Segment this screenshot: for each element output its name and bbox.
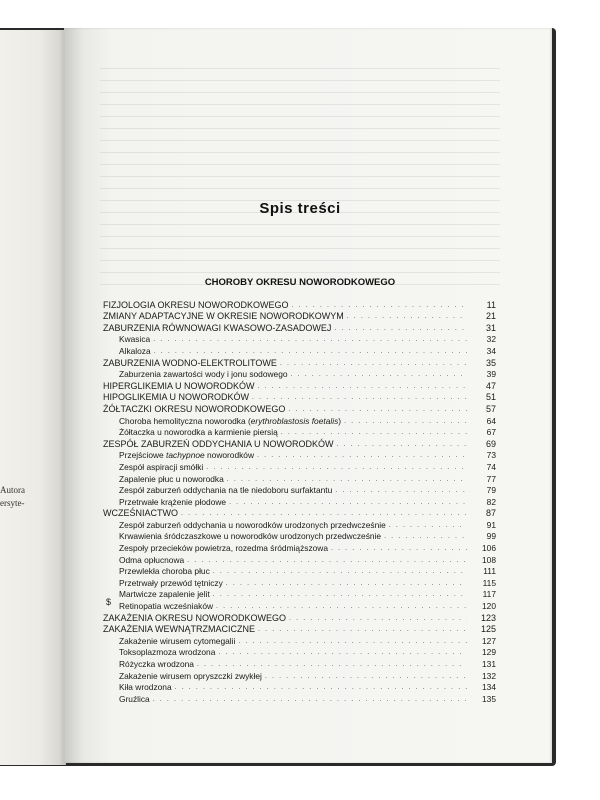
toc-entry-label: ZMIANY ADAPTACYJNE W OKRESIE NOWORODKOWYM [103,311,344,322]
dot-leader [344,417,467,426]
toc-entry [103,356,496,368]
toc-page-number: 123 [480,612,496,623]
dot-leader [227,475,467,484]
toc-entry [103,402,496,414]
toc-page-number: 129 [482,647,496,658]
toc-page-number: 39 [486,369,496,380]
toc-entry-label: HIPOGLIKEMIA U NOWORODKÓW [103,392,250,403]
toc-subentry [103,414,496,426]
toc-subentry [103,576,496,588]
toc-page-number: 134 [482,682,496,693]
toc-page-number: 135 [482,693,496,704]
toc-subentry [103,541,496,553]
dot-leader [257,451,467,460]
toc-page-number: 120 [482,601,496,612]
toc-subentry [103,646,496,658]
dot-leader [187,556,467,565]
toc-entry-label: Zakażenie wirusem cytomegalii [119,635,236,646]
toc-entry-label: Zespoły przecieków powietrza, rozedma śródmiąższowa [119,543,328,554]
toc-entry-label: Zakażenie wirusem opryszczki zwykłej [119,670,262,681]
toc-entry-label: Zespół zaburzeń oddychania u noworodków urodzonych przedwcześnie [119,519,386,530]
dot-leader [175,683,467,692]
dot-leader [289,614,467,623]
toc-subentry [103,472,496,484]
toc-subentry [103,530,496,542]
dot-leader [334,324,467,333]
margin-mark: $ [106,597,112,607]
toc-entry-label: Gruźlica [119,693,150,704]
toc-page-number: 34 [486,345,496,356]
toc-subentry [103,681,496,693]
toc-page-number: 99 [486,531,496,542]
toc-entry [103,321,496,333]
toc-entry [103,611,496,623]
toc-page-number: 11 [486,299,496,310]
toc-entry-label-part: noworodków [204,450,255,461]
toc-entry-label: Zespół aspiracji smółki [119,461,204,472]
toc-entry-label-part: Przejściowe [119,450,167,461]
toc-entry-label: Przewlekła choroba płuc [119,566,210,577]
dot-leader [288,405,467,414]
left-page-fragment: Autora [0,485,25,495]
toc-page-number: 67 [486,427,496,438]
toc-page-number: 91 [486,519,496,530]
toc-entry-label: Zapalenie płuc u noworodka [119,473,224,484]
toc-subentry [103,553,496,565]
dot-leader [218,648,467,657]
toc-subentry [103,669,496,681]
page-title: Spis treści [259,200,341,217]
left-page-fragment: ersyte- [0,498,25,508]
toc-entry-label: Kiła wrodzona [119,682,172,693]
dot-leader [331,544,467,553]
toc-subentry [103,495,496,507]
dot-leader [291,370,467,379]
toc-page-number: 32 [486,334,496,345]
toc-page-number: 115 [482,577,496,588]
toc-subentry [103,333,496,345]
dot-leader [280,359,467,368]
toc-entry-label: Toksoplazmoza wrodzona [119,647,216,658]
toc-entry-label: Alkaloza [119,345,151,356]
toc-page-number: 125 [480,624,496,635]
dot-leader [252,393,467,402]
toc-entry-label: ZAKAŻENIA OKRESU NOWORODKOWEGO [103,612,287,623]
toc-page-number: 106 [482,543,496,554]
toc-page-number: 111 [483,566,496,577]
toc-entry-label: Retinopatia wcześniaków [119,601,214,612]
toc-page-number: 127 [482,635,496,646]
toc-subentry [103,344,496,356]
toc-page-number: 82 [486,496,496,507]
toc-entry-label-italic: tachypnoe [166,450,205,461]
dot-leader [197,660,467,669]
toc-page-number: 31 [485,322,496,333]
toc-entry-label-part: ) [338,415,342,426]
dot-leader [292,301,467,310]
dot-leader [389,521,467,530]
dot-leader [258,625,467,634]
dot-leader [337,440,467,449]
dot-leader [265,672,467,681]
toc-page-number: 35 [485,357,496,368]
dot-leader [213,590,467,599]
toc-subentry [103,634,496,646]
dot-leader [281,428,467,437]
toc-subentry [103,518,496,530]
toc-entry-label: ZABURZENIA RÓWNOWAGI KWASOWO-ZASADOWEJ [103,322,332,333]
dot-leader [206,463,467,472]
dot-leader [226,579,467,588]
toc-entry-label-italic: erythroblastosis foetalis [250,415,339,426]
section-heading: CHOROBY OKRESU NOWORODKOWEGO [204,277,396,288]
dot-leader [181,509,467,518]
toc-page-number: 47 [485,380,496,391]
toc-entry-label: Żółtaczka u noworodka a karmienie piersią [119,427,278,438]
toc-subentry [103,588,496,600]
toc-page-number: 131 [482,659,496,669]
toc-subentry [103,368,496,380]
toc-entry-label: Kwasica [119,334,151,345]
dot-leader [335,486,467,495]
toc-page-number: 74 [486,461,496,472]
toc-entry-label [119,450,254,460]
toc-entry-label: Przetrwały przewód tętniczy [119,577,223,588]
toc-page-number: 79 [486,485,496,496]
toc-entry-label: Przetrwałe krążenie płodowe [119,496,227,507]
toc-entry-label: ZAKAŻENIA WEWNĄTRZMACICZNE [103,624,256,635]
toc-entry-label: FIZJOLOGIA OKRESU NOWORODKOWEGO [103,299,289,310]
toc-page-number: 87 [485,508,496,519]
toc-subentry [103,426,496,438]
toc-entry-label: Krwawienia śródczaszkowe u noworodków urodzonych przedwcześnie [119,531,382,542]
toc-entry [103,298,496,310]
dot-leader [238,637,467,646]
toc-entry-label: ZESPÓŁ ZABURZEŃ ODDYCHANIA U NOWORODKÓW [103,438,334,449]
dot-leader [258,382,467,391]
toc-entry-label: Martwicze zapalenie jelit [119,589,210,600]
toc-entry-label: Odma opłucnowa [119,554,185,565]
toc-subentry [103,449,496,461]
dot-leader [153,335,467,344]
dot-leader [213,567,467,576]
toc-subentry [103,692,496,704]
toc-entry-label: Zaburzenia zawartości wody i jonu sodowego [119,369,288,380]
toc-entry-label: WCZEŚNIACTWO [103,508,178,519]
table-of-contents [103,298,496,704]
toc-page-number: 21 [485,311,496,322]
toc-entry-label-part: Choroba hemolityczna noworodka ( [119,415,251,426]
toc-entry [103,507,496,519]
toc-entry [103,623,496,635]
toc-page-number: 77 [486,473,496,484]
toc-entry-label: ZABURZENIA WODNO-ELEKTROLITOWE [103,357,277,368]
toc-entry [103,391,496,403]
toc-page-number: 64 [486,415,496,426]
toc-page-number: 108 [482,554,496,565]
toc-page-number: 117 [482,589,496,600]
toc-page-number: 57 [485,403,496,414]
toc-subentry [103,657,496,669]
dot-leader [153,695,467,704]
toc-entry-label: ŻÓŁTACZKI OKRESU NOWORODKOWEGO [103,403,286,414]
toc-entry-label: Różyczka wrodzona [119,659,194,669]
dot-leader [347,312,467,321]
toc-page-number: 132 [482,670,496,681]
toc-page-number: 73 [486,450,496,461]
dot-leader [216,602,467,611]
dot-leader [154,347,467,356]
toc-entry [103,437,496,449]
toc-subentry [103,599,496,611]
toc-entry [103,379,496,391]
dot-leader [229,498,467,507]
toc-subentry [103,460,496,472]
toc-subentry [103,484,496,496]
toc-entry-label [119,416,341,426]
toc-subentry [103,565,496,577]
toc-entry-label: HIPERGLIKEMIA U NOWORODKÓW [103,380,255,391]
toc-page-number: 51 [485,392,496,403]
toc-entry [103,310,496,322]
dot-leader [384,532,467,541]
left-page [0,30,66,765]
toc-entry-label: Zespół zaburzeń oddychania na tle niedoboru surfaktantu [119,485,333,496]
toc-page-number: 69 [485,438,496,449]
